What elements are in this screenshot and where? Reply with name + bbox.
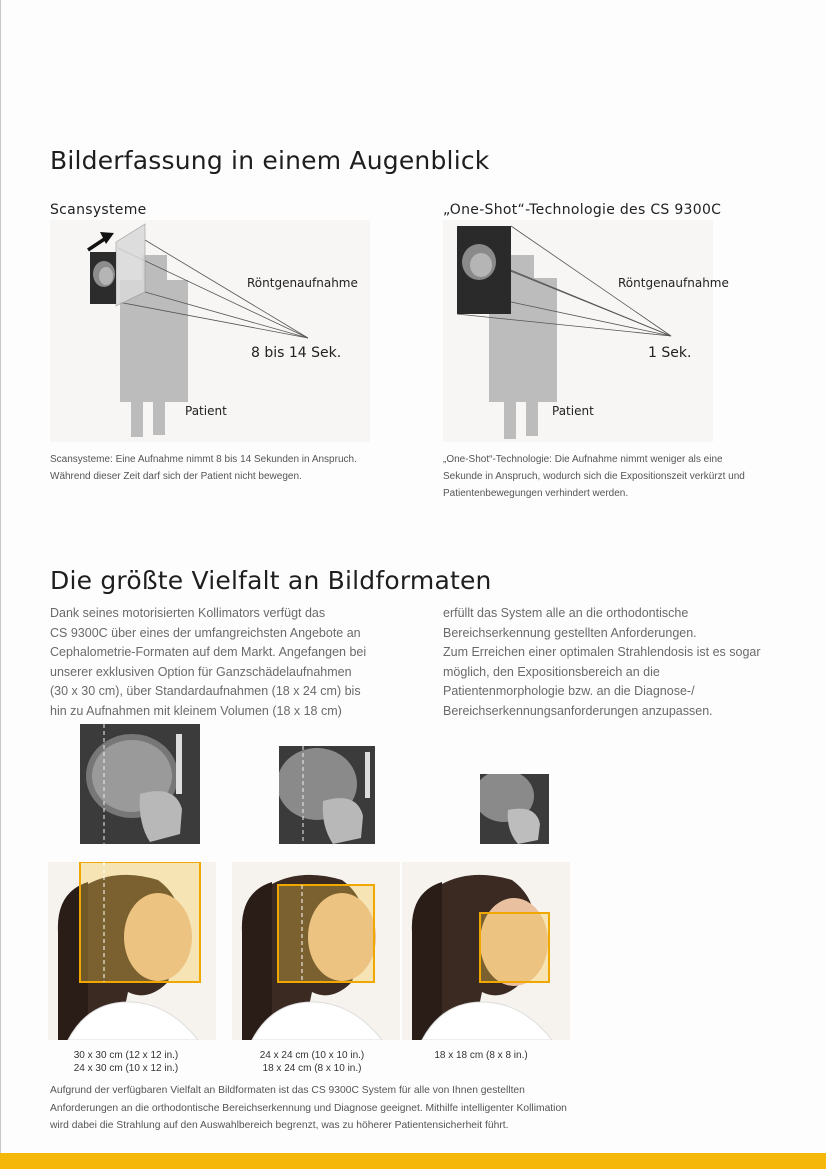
left-subtitle: Scansysteme bbox=[50, 202, 147, 218]
patient-photo-format-2 bbox=[232, 862, 400, 1040]
patient-photo-format-3 bbox=[402, 862, 570, 1040]
right-caption: „One-Shot“-Technologie: Die Aufnahme nimmt weniger als eine Sekunde in Anspruch, wodurch sich die Expositionszeit verkürzt und Patientenbewegungen verhindert werden. bbox=[443, 454, 745, 499]
footer-paragraph: Aufgrund der verfügbaren Vielfalt an Bildformaten ist das CS 9300C System für alle von Ihnen gestellten Anforderungen an die orthodontische Bereichserkennung und Diagnose geeignet. Mithilfe intelligenter Kollimation wird dabei die Strahlung auf den Auswahlbereich begrenzt, was zu höherer Patientensicherheit führt. bbox=[50, 1085, 567, 1131]
patient-photo-format-1 bbox=[48, 862, 216, 1040]
section2-title: Die größte Vielfalt an Bildformaten bbox=[50, 566, 492, 595]
format-label-1: 30 x 30 cm (12 x 12 in.) 24 x 30 cm (10 x 12 in.) bbox=[73, 1050, 179, 1074]
accent-bar bbox=[0, 1153, 826, 1169]
format-label-3: 18 x 18 cm (8 x 8 in.) bbox=[434, 1050, 528, 1061]
left-label-patient: Patient bbox=[185, 404, 227, 418]
format-label-2: 24 x 24 cm (10 x 10 in.) 18 x 24 cm (8 x 10 in.) bbox=[259, 1050, 365, 1074]
left-caption: Scansysteme: Eine Aufnahme nimmt 8 bis 14 Sekunden in Anspruch. Während dieser Zeit darf sich der Patient nicht bewegen. bbox=[50, 454, 357, 482]
body-column-right: erfüllt das System alle an die orthodontische Bereichserkennung gestellten Anforderungen. Zum Erreichen einer optimalen Strahlendosis ist es sogar möglich, den Expositionsbereich an die Patientenmorphologie bzw. an die Diagnose-/ Bereichserkennungsanforderungen anzupassen. bbox=[443, 606, 761, 718]
right-label-time: 1 Sek. bbox=[648, 345, 692, 361]
right-label-xray: Röntgenaufnahme bbox=[618, 276, 729, 290]
section1-title: Bilderfassung in einem Augenblick bbox=[50, 146, 490, 175]
body-column-left: Dank seines motorisierten Kollimators verfügt das CS 9300C über eines der umfangreichsten Angebote an Cephalometrie-Formaten auf dem Markt. Angefangen bei unserer exklusiven Option für Ganzschädelaufnahmen (30 x 30 cm), über Standardaufnahmen (18 x 24 cm) bis hin zu Aufnahmen mit kleinem Volumen (18 x 18 cm) bbox=[50, 606, 367, 718]
right-subtitle: „One-Shot“-Technologie des CS 9300C bbox=[443, 202, 722, 218]
right-label-patient: Patient bbox=[552, 404, 594, 418]
xray-image-medium bbox=[279, 746, 375, 844]
left-label-xray: Röntgenaufnahme bbox=[247, 276, 358, 290]
xray-image-large bbox=[80, 724, 200, 844]
xray-image-small bbox=[480, 774, 549, 844]
one-shot-diagram bbox=[443, 220, 773, 445]
left-label-time: 8 bis 14 Sek. bbox=[251, 345, 342, 361]
page-edge bbox=[0, 0, 1, 1169]
